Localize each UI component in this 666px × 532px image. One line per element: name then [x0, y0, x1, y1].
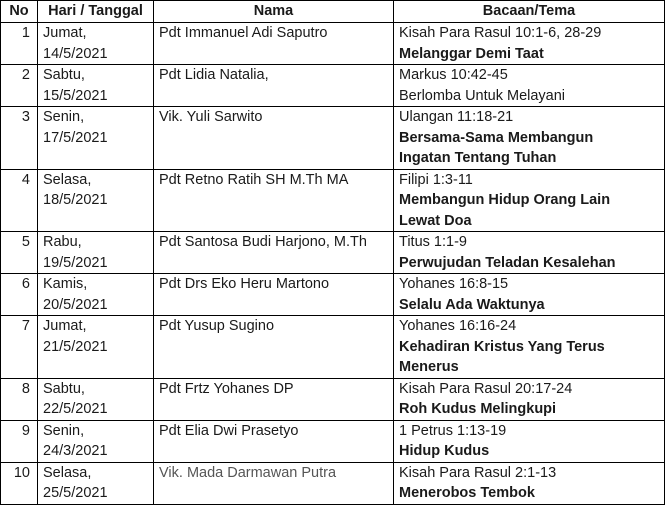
- header-name: Nama: [154, 1, 394, 23]
- row-reading: Titus 1:1-9: [399, 234, 467, 250]
- table-row: [1, 65, 665, 107]
- row-date: 25/5/2021: [43, 485, 108, 501]
- row-date-cell: [38, 23, 154, 65]
- row-reading: Kisah Para Rasul 20:17-24: [399, 380, 573, 397]
- header-row: [1, 1, 665, 23]
- row-date: 19/5/2021: [43, 254, 108, 271]
- row-date-cell: [38, 462, 154, 504]
- row-number: 2: [1, 65, 38, 107]
- row-name: Pdt Yusup Sugino: [154, 316, 394, 379]
- row-date-cell: [38, 420, 154, 462]
- row-date: 17/5/2021: [43, 129, 108, 146]
- row-date-cell: [38, 274, 154, 316]
- row-date-cell: [38, 316, 154, 379]
- row-reading: Yohanes 16:8-15: [399, 276, 509, 292]
- table-row: [1, 232, 665, 274]
- row-date: 21/5/2021: [43, 338, 108, 355]
- row-number: 10: [1, 462, 38, 504]
- row-reading-cell: [394, 169, 665, 232]
- table-row: [1, 274, 665, 316]
- row-number: 4: [1, 169, 38, 232]
- row-date: 24/3/2021: [43, 443, 108, 459]
- row-theme: Kehadiran Kristus Yang Terus: [399, 338, 605, 355]
- row-name: Pdt Lidia Natalia,: [154, 65, 394, 107]
- row-day: Senin,: [43, 422, 85, 439]
- row-date-cell: [38, 232, 154, 274]
- row-reading-cell: [394, 274, 665, 316]
- row-reading-cell: [394, 232, 665, 274]
- row-theme: Berlomba Untuk Melayani: [399, 87, 566, 104]
- row-reading-cell: [394, 65, 665, 107]
- row-name: Pdt Retno Ratih SH M.Th MA: [154, 169, 394, 232]
- row-theme: Hidup Kudus: [399, 443, 490, 459]
- row-theme: Ingatan Tentang Tuhan: [399, 150, 557, 166]
- row-theme: Selalu Ada Waktunya: [399, 296, 545, 313]
- row-theme: Menerus: [399, 359, 459, 375]
- row-reading-cell: [394, 378, 665, 420]
- row-day: Kamis,: [43, 276, 88, 292]
- row-day: Selasa,: [43, 464, 92, 481]
- row-day: Sabtu,: [43, 380, 85, 397]
- row-number: 5: [1, 232, 38, 274]
- row-name: Vik. Yuli Sarwito: [154, 107, 394, 170]
- row-day: Selasa,: [43, 171, 92, 188]
- row-date: 14/5/2021: [43, 45, 108, 62]
- row-name: Pdt Santosa Budi Harjono, M.Th: [154, 232, 394, 274]
- row-reading: Ulangan 11:18-21: [399, 109, 514, 125]
- row-name: Pdt Drs Eko Heru Martono: [154, 274, 394, 316]
- header-no: No: [1, 1, 38, 23]
- row-reading: 1 Petrus 1:13-19: [399, 422, 507, 439]
- header-reading: Bacaan/Tema: [394, 1, 665, 23]
- row-reading-cell: [394, 420, 665, 462]
- row-theme: Membangun Hidup Orang Lain: [399, 192, 611, 208]
- row-name: Pdt Immanuel Adi Saputro: [154, 23, 394, 65]
- row-theme: Menerobos Tembok: [399, 485, 535, 501]
- row-name: Vik. Mada Darmawan Putra: [154, 462, 394, 504]
- row-date: 15/5/2021: [43, 87, 108, 104]
- row-number: 8: [1, 378, 38, 420]
- row-date: 22/5/2021: [43, 401, 108, 417]
- row-reading-cell: [394, 23, 665, 65]
- table-row: [1, 378, 665, 420]
- row-reading: Yohanes 16:16-24: [399, 318, 517, 334]
- row-theme: Lewat Doa: [399, 212, 472, 229]
- header-date: Hari / Tanggal: [38, 1, 154, 23]
- table-row: [1, 462, 665, 504]
- row-reading: Filipi 1:3-11: [399, 171, 473, 188]
- row-reading-cell: [394, 107, 665, 170]
- row-theme: Perwujudan Teladan Kesalehan: [399, 254, 616, 271]
- row-day: Senin,: [43, 109, 85, 125]
- row-number: 3: [1, 107, 38, 170]
- row-reading-cell: [394, 462, 665, 504]
- table-row: [1, 23, 665, 65]
- row-day: Jumat,: [43, 25, 87, 41]
- row-number: 6: [1, 274, 38, 316]
- row-name: Pdt Elia Dwi Prasetyo: [154, 420, 394, 462]
- row-theme: Bersama-Sama Membangun: [399, 129, 594, 146]
- row-date-cell: [38, 65, 154, 107]
- row-day: Jumat,: [43, 318, 87, 334]
- row-reading-cell: [394, 316, 665, 379]
- row-number: 9: [1, 420, 38, 462]
- row-date-cell: [38, 107, 154, 170]
- row-date: 20/5/2021: [43, 296, 108, 313]
- table-row: [1, 420, 665, 462]
- row-number: 7: [1, 316, 38, 379]
- row-day: Sabtu,: [43, 67, 85, 83]
- row-name: Pdt Frtz Yohanes DP: [154, 378, 394, 420]
- row-date-cell: [38, 378, 154, 420]
- table-row: [1, 107, 665, 170]
- row-reading: Kisah Para Rasul 10:1-6, 28-29: [399, 25, 602, 41]
- table-row: [1, 316, 665, 379]
- row-number: 1: [1, 23, 38, 65]
- table-row: [1, 169, 665, 232]
- row-date: 18/5/2021: [43, 192, 108, 208]
- row-theme: Melanggar Demi Taat: [399, 45, 544, 62]
- table-body: [1, 23, 665, 505]
- row-reading: Kisah Para Rasul 2:1-13: [399, 464, 557, 481]
- row-reading: Markus 10:42-45: [399, 67, 508, 83]
- row-day: Rabu,: [43, 234, 82, 250]
- row-date-cell: [38, 169, 154, 232]
- row-theme: Roh Kudus Melingkupi: [399, 401, 557, 417]
